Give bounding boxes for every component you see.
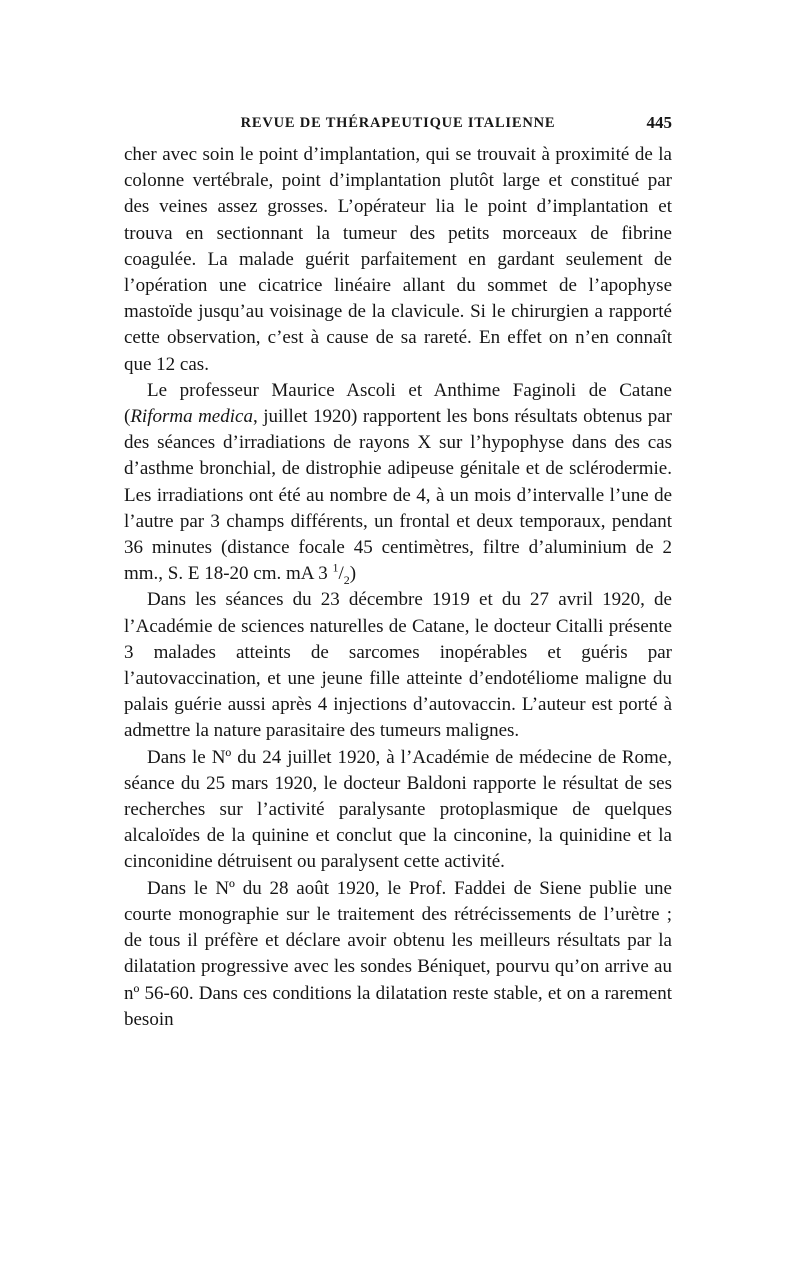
paragraph-text: , juillet 1920) rapportent les bons résultats obtenus par des séances d’irradiations de rayons X sur l’hypophyse dans des cas d’asthme bronchial, de distrophie adipeuse génitale et de sclérodermie. Les irradiations ont été au nombre de 4, à un mois d’intervalle l’une de l’autre par 3 champs différents, un frontal et deux temporaux, pendant 36 minutes (distance focale 45 centimètres, filtre d’aluminium de 2 mm., S. E 18-20 cm. mA 3 xyxy=(124,406,672,585)
paragraph-faddei: Dans le Nº du 28 août 1920, le Prof. Faddei de Siene publie une courte monographie sur le traitement des rétrécissements de l’urètre ; de tous il préfère et déclare avoir obtenu les meilleurs résultats par la dilatation progressive avec les sondes Béniquet, pourvu qu’on arrive au nº 56-60. Dans ces conditions la dilatation reste stable, et on a rarement besoin xyxy=(124,877,672,1030)
paragraph-continuation: cher avec soin le point d’implantation, qui se trouvait à proximité de la colonne vertébrale, point d’implantation plutôt large et constitué par des veines assez grosses. L’opérateur lia le point d’implantation et trouva en sectionnant la tumeur des petits morceaux de fibrine coagulée. La malade guérit parfaitement en gardant seulement de l’opération une cicatrice linéaire allant du sommet de l’apophyse mastoïde jusqu’au voisinage de la clavicule. Si le chirurgien a rapporté cette observation, c’est à cause de sa rareté. En effet on n’en connaît que 12 cas. xyxy=(124,144,672,375)
fraction-slash: / xyxy=(338,563,344,585)
paragraph-baldoni: Dans le Nº du 24 juillet 1920, à l’Académie de médecine de Rome, séance du 25 mars 1920, le docteur Baldoni rapporte le résultat de ses recherches sur l’activité paralysante protoplasmique de quelques alcaloïdes de la quinine et conclut que la cinconine, la quinidine et la cinconidine détruisent ou paralysent cette activité. xyxy=(124,746,672,873)
paragraph-ascoli-faginoli xyxy=(124,378,672,588)
fraction-denominator: 2 xyxy=(343,573,350,588)
paragraph-citalli: Dans les séances du 23 décembre 1919 et du 27 avril 1920, de l’Académie de sciences naturelles de Catane, le docteur Citalli présente 3 malades atteints de sarcomes inopérables et guéris par l’autovaccination, et une jeune fille atteinte d’endotéliome maligne du palais guérie aussi après 4 injections d’autovaccin. L’auteur est porté à admettre la nature parasitaire des tumeurs malignes. xyxy=(124,589,672,742)
running-header xyxy=(124,112,672,136)
paragraph-text: Le professeur Maurice Ascoli et Anthime Faginoli de Catane ( xyxy=(124,379,672,428)
closing-parenthesis: ) xyxy=(349,563,357,585)
page-number: 445 xyxy=(646,113,672,132)
body-text xyxy=(124,142,672,1033)
journal-title: Riforma medica xyxy=(130,406,253,428)
running-title: REVUE DE THÉRAPEUTIQUE ITALIENNE xyxy=(240,115,556,131)
book-page xyxy=(124,112,672,1033)
fraction-numerator: 1 xyxy=(332,560,339,575)
